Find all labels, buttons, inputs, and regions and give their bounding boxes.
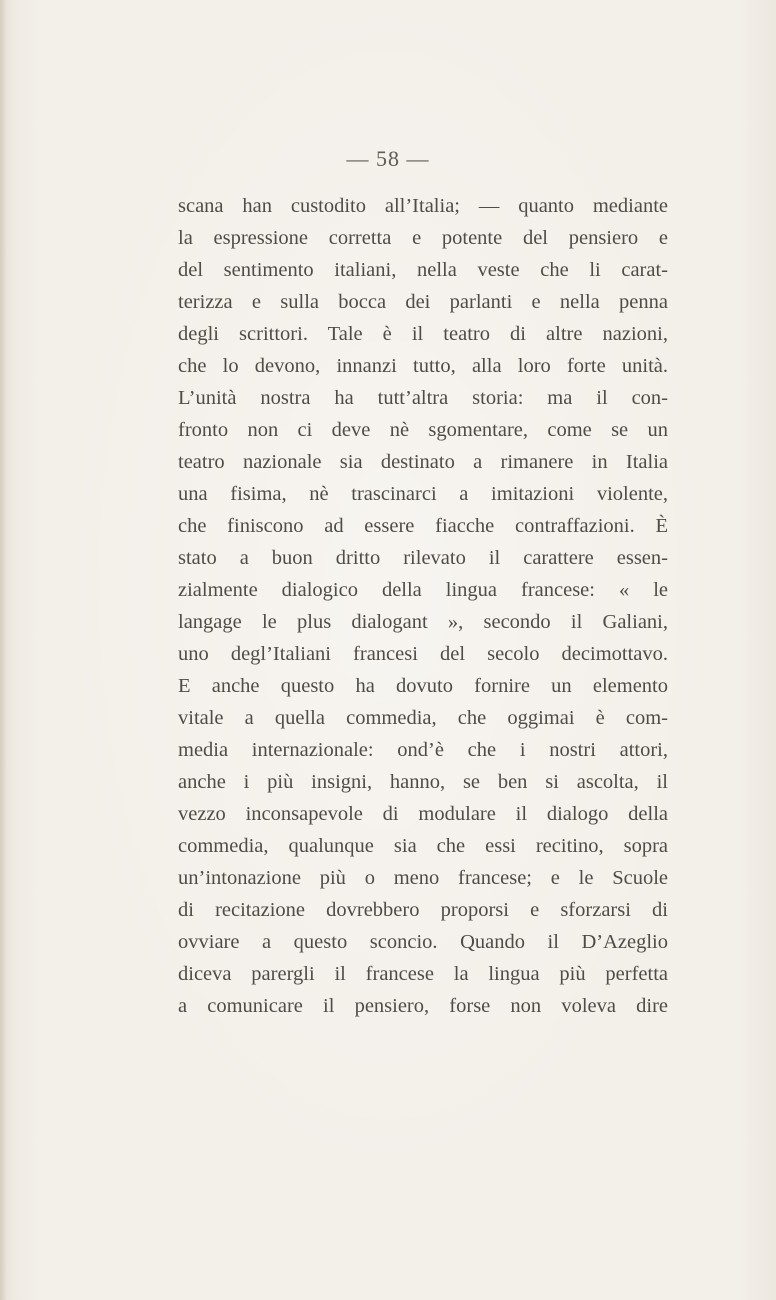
text-line: una fisima, nè trascinarci a imitazioni violente, — [178, 483, 668, 505]
text-line: scana han custodito all’Italia; — quanto mediante — [178, 195, 668, 217]
text-line: media internazionale: ond’è che i nostri attori, — [178, 739, 668, 761]
text-line: di recitazione dovrebbero proporsi e sforzarsi di — [178, 899, 668, 921]
text-line: vezzo inconsapevole di modulare il dialogo della — [178, 803, 668, 825]
body-text — [178, 190, 668, 1022]
text-line: E anche questo ha dovuto fornire un elemento — [178, 675, 668, 697]
text-line: langage le plus dialogant », secondo il Galiani, — [178, 611, 668, 633]
text-line: fronto non ci deve nè sgomentare, come se un — [178, 419, 668, 441]
page-edge-shadow — [0, 0, 6, 1300]
text-line: stato a buon dritto rilevato il carattere essen- — [178, 547, 668, 569]
text-line: la espressione corretta e potente del pensiero e — [178, 227, 668, 249]
text-line: che finiscono ad essere fiacche contraffazioni. È — [178, 515, 668, 537]
text-line: un’intonazione più o meno francese; e le Scuole — [178, 867, 668, 889]
text-line: che lo devono, innanzi tutto, alla loro forte unità. — [178, 355, 668, 377]
text-line: teatro nazionale sia destinato a rimanere in Italia — [178, 451, 668, 473]
text-line: anche i più insigni, hanno, se ben si ascolta, il — [178, 771, 668, 793]
text-line: del sentimento italiani, nella veste che li carat- — [178, 259, 668, 281]
text-line: L’unità nostra ha tutt’altra storia: ma il con- — [178, 387, 668, 409]
text-line: uno degl’Italiani francesi del secolo decimottavo. — [178, 643, 668, 665]
text-line: vitale a quella commedia, che oggimai è com- — [178, 707, 668, 729]
text-line: degli scrittori. Tale è il teatro di altre nazioni, — [178, 323, 668, 345]
text-line: commedia, qualunque sia che essi recitino, sopra — [178, 835, 668, 857]
text-line: zialmente dialogico della lingua francese: « le — [178, 579, 668, 601]
text-line: terizza e sulla bocca dei parlanti e nella penna — [178, 291, 668, 313]
text-line: a comunicare il pensiero, forse non voleva dire — [178, 995, 668, 1017]
text-line: diceva parergli il francese la lingua più perfetta — [178, 963, 668, 985]
text-line: ovviare a questo sconcio. Quando il D’Azeglio — [178, 931, 668, 953]
page-number: — 58 — — [346, 146, 430, 171]
